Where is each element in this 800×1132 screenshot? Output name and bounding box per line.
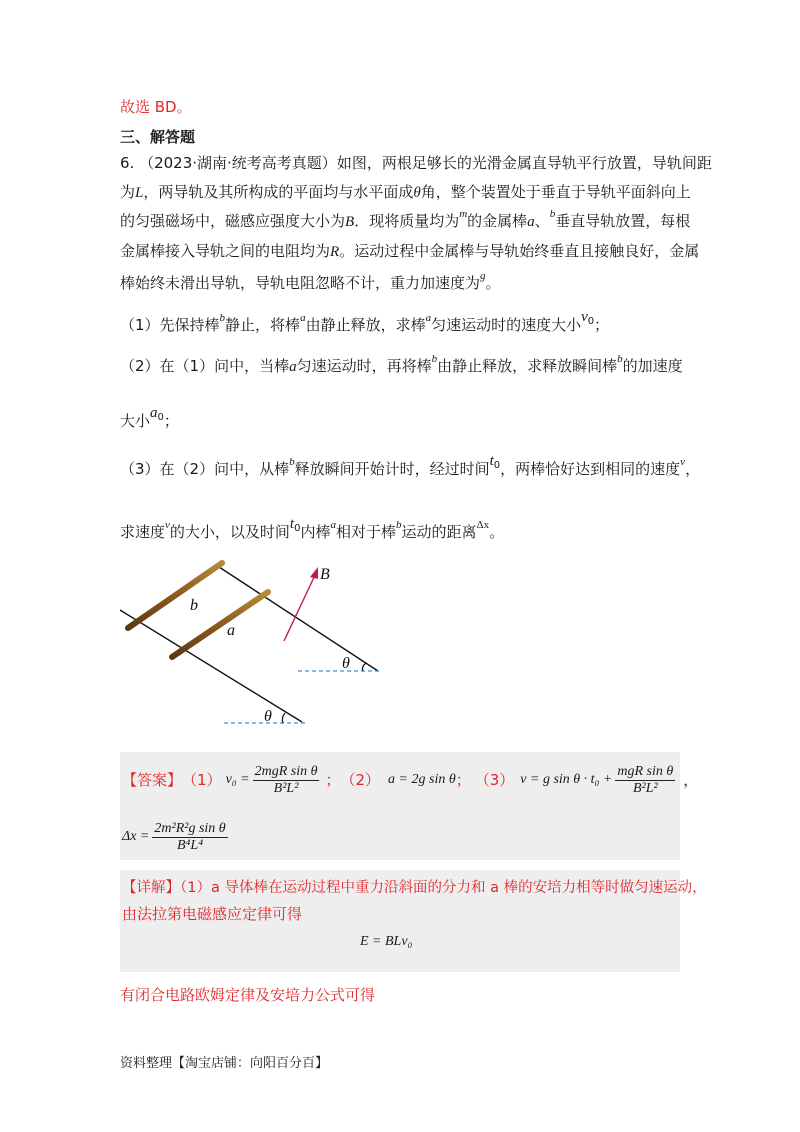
- answer-tag: 【答案】: [122, 771, 183, 789]
- label-field-B: B: [320, 566, 330, 583]
- rod-b: [128, 563, 222, 628]
- question-3: （3）在（2）问中，从棒$^b$释放瞬间开始计时，经过时间$^{t0}$，两棒恰好达到相同的速度$^v$，: [120, 453, 701, 478]
- detail-line-2: 由法拉第电磁感应定律可得: [122, 905, 303, 923]
- angle-arc-upper: [362, 663, 366, 671]
- label-b: b: [190, 597, 198, 614]
- question-2: （2）在（1）问中，当棒a匀速运动时，再将棒$^b$由静止释放，求释放瞬间棒$^b$的加速度: [120, 353, 683, 375]
- detail-line-3: 有闭合电路欧姆定律及安培力公式可得: [120, 986, 376, 1004]
- problem-source: （2023·湖南·统考高考真题）: [139, 154, 337, 172]
- field-arrow-head: [310, 567, 318, 579]
- problem-line-5: 棒始终未滑出导轨，导轨电阻忽略不计，重力加速度为$^g$。: [120, 270, 501, 292]
- label-theta-lower: θ: [264, 708, 272, 725]
- answer-line-2: Δx = $\frac{\text{2m²R²g sin θ}}{\text{B⁴L⁴}}$: [122, 820, 226, 853]
- problem-line-3: 的匀强磁场中，磁感应强度大小为B．现将质量均为$^m$的金属棒a、$^b$垂直导轨放置，每根: [120, 208, 691, 230]
- problem-line-4: 金属棒接入导轨之间的电阻均为R。运动过程中金属棒与导轨始终垂直且接触良好，金属: [120, 242, 700, 260]
- answer-dx-fraction: $\frac{\text{2m²R²g sin θ}}{\text{B⁴L⁴}}$: [154, 820, 226, 853]
- question-3-cont: 求速度$^v$的大小，以及时间$^{t0}$内棒$^a$相对于棒$^b$运动的距离$^{\Delta x}$。: [120, 516, 505, 541]
- answer-3-fraction: $\frac{\text{mgR sin θ}}{\text{B²L²}}$: [617, 763, 674, 796]
- detail-equation: E = BLv₀: [360, 934, 413, 949]
- rail-lower: [120, 610, 302, 722]
- angle-arc-lower: [282, 713, 285, 723]
- question-2-cont: 大小$^{a0}$；: [120, 405, 179, 430]
- detail-line-1: 【详解】（1）a 导体棒在运动过程中重力沿斜面的分力和 a 棒的安培力相等时做匀速运动，: [122, 880, 707, 896]
- answer-2-formula: a = 2g sin θ: [388, 772, 456, 787]
- problem-line-2: 为L，两导轨及其所构成的平面均与水平面成θ角，整个装置处于垂直于导轨平面斜向上: [120, 183, 691, 201]
- field-arrow: [284, 573, 316, 641]
- rails-diagram: [120, 555, 390, 730]
- problem-number: 6.: [120, 154, 135, 172]
- previous-answer: 故选 BD。: [120, 98, 192, 116]
- problem-line-1: 6. （2023·湖南·统考高考真题）如图，两根足够长的光滑金属直导轨平行放置，导轨间距: [120, 154, 712, 172]
- answer-line-1: 【答案】 （1） v₀ = $\frac{\text{2mgR sin θ}}{\text{B²L²}}$ ； （2） a = 2g sin θ ； （3） v = g sin θ · t₀ + $\frac{\text{mgR sin θ}}{\text{B²L²}}$ ，: [122, 763, 699, 796]
- label-theta-upper: θ: [342, 655, 350, 672]
- rod-a: [172, 592, 268, 657]
- detail-tag: 【详解】: [122, 880, 180, 896]
- label-a: a: [227, 622, 235, 639]
- answer-1-fraction: $\frac{\text{2mgR sin θ}}{\text{B²L²}}$: [254, 763, 318, 796]
- footer: 资料整理【淘宝店铺：向阳百分百】: [120, 1056, 329, 1071]
- section-title: 三、解答题: [120, 128, 196, 146]
- rail-upper: [216, 565, 378, 671]
- question-1: （1）先保持棒$^b$静止，将棒$^a$由静止释放，求棒$^a$匀速运动时的速度大小$^{v0}$；: [120, 309, 610, 334]
